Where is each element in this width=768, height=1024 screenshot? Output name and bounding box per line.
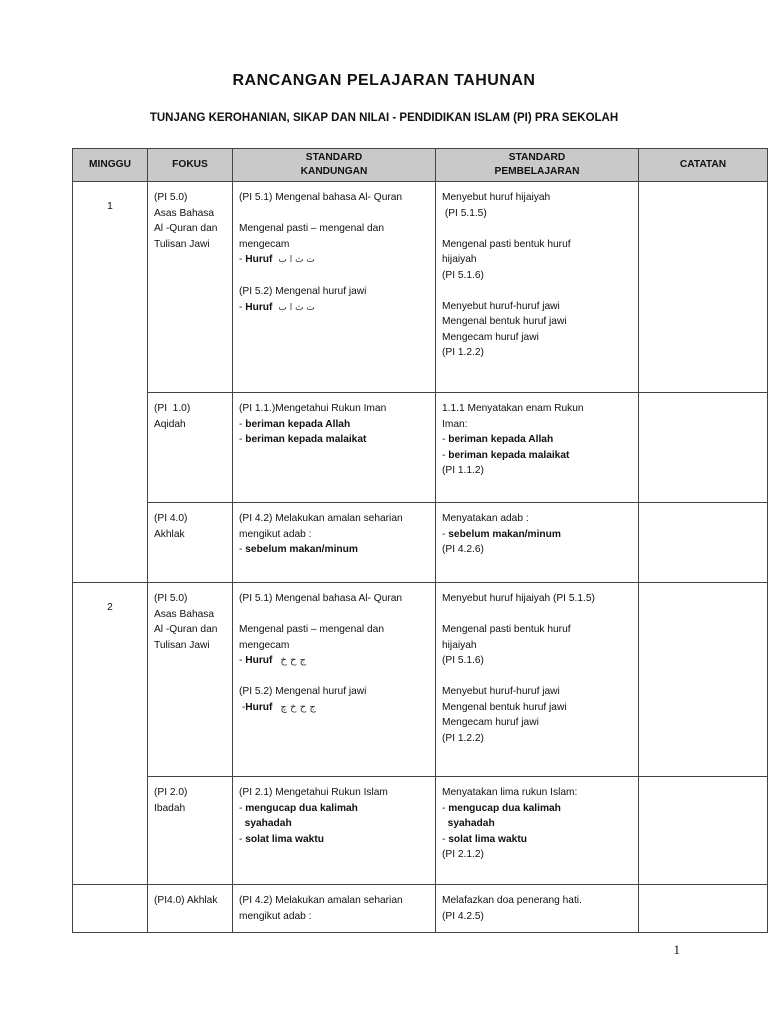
standard-pembelajaran-cell: Menyatakan lima rukun Islam: - mengucap dua kalimah syahadah - solat lima waktu (PI 2.1.2) bbox=[436, 777, 639, 885]
table-header-row bbox=[73, 149, 768, 182]
document-subtitle: TUNJANG KEROHANIAN, SIKAP DAN NILAI - PENDIDIKAN ISLAM (PI) PRA SEKOLAH bbox=[149, 112, 619, 124]
fokus-cell: (PI 5.0) Asas Bahasa Al -Quran dan Tulisan Jawi bbox=[148, 182, 233, 393]
standard-kandungan-cell: (PI 4.2) Melakukan amalan seharian mengikut adab : - sebelum makan/minum bbox=[233, 503, 436, 583]
catatan-cell bbox=[639, 182, 768, 393]
standard-kandungan-cell: (PI 5.1) Mengenal bahasa Al- Quran Mengenal pasti – mengenal dan mengecam - Huruf ج ح خ (PI 5.2) Mengenal huruf jawi -Huruf ج ح خ چ bbox=[233, 583, 436, 777]
week-cell: 2 bbox=[73, 583, 148, 885]
table-row bbox=[73, 503, 768, 583]
standard-kandungan-cell: (PI 4.2) Melakukan amalan seharian mengikut adab : bbox=[233, 885, 436, 933]
fokus-cell: (PI 5.0) Asas Bahasa Al -Quran dan Tulisan Jawi bbox=[148, 583, 233, 777]
catatan-cell bbox=[639, 503, 768, 583]
standard-pembelajaran-cell: Menyebut huruf hijaiyah (PI 5.1.5) Mengenal pasti bentuk huruf hijaiyah (PI 5.1.6) Menyebut huruf-huruf jawi Mengenal bentuk huruf jawi Mengecam huruf jawi (PI 1.2.2) bbox=[436, 182, 639, 393]
arabic-letters: ت ث ا ب bbox=[278, 302, 315, 313]
fokus-cell: (PI4.0) Akhlak bbox=[148, 885, 233, 933]
arabic-letters: ج ح خ چ bbox=[280, 701, 316, 713]
lesson-plan-table bbox=[72, 148, 768, 933]
fokus-cell: (PI 4.0) Akhlak bbox=[148, 503, 233, 583]
fokus-cell: (PI 2.0) Ibadah bbox=[148, 777, 233, 885]
catatan-cell bbox=[639, 393, 768, 503]
table-row bbox=[73, 393, 768, 503]
arabic-letters: ت ث ا ب bbox=[278, 255, 315, 265]
standard-kandungan-cell: (PI 1.1.)Mengetahui Rukun Iman - beriman kepada Allah - beriman kepada malaikat bbox=[233, 393, 436, 503]
header-catatan: CATATAN bbox=[639, 149, 768, 182]
catatan-cell bbox=[639, 885, 768, 933]
standard-pembelajaran-cell: Menyebut huruf hijaiyah (PI 5.1.5) Mengenal pasti bentuk huruf hijaiyah (PI 5.1.6) Menyebut huruf-huruf jawi Mengenal bentuk huruf jawi Mengecam huruf jawi (PI 1.2.2) bbox=[436, 583, 639, 777]
header-standard-pembelajaran: STANDARD PEMBELAJARAN bbox=[436, 149, 639, 182]
header-standard-kandungan: STANDARD KANDUNGAN bbox=[233, 149, 436, 182]
table-row bbox=[73, 182, 768, 393]
catatan-cell bbox=[639, 583, 768, 777]
standard-pembelajaran-cell: 1.1.1 Menyatakan enam Rukun Iman: - beriman kepada Allah - beriman kepada malaikat (PI 1.1.2) bbox=[436, 393, 639, 503]
standard-pembelajaran-cell: Menyatakan adab : - sebelum makan/minum (PI 4.2.6) bbox=[436, 503, 639, 583]
week-cell bbox=[73, 885, 148, 933]
header-minggu: MINGGU bbox=[73, 149, 148, 182]
standard-kandungan-cell: (PI 2.1) Mengetahui Rukun Islam - mengucap dua kalimah syahadah - solat lima waktu bbox=[233, 777, 436, 885]
catatan-cell bbox=[639, 777, 768, 885]
header-fokus: FOKUS bbox=[148, 149, 233, 182]
table-row bbox=[73, 583, 768, 777]
week-cell: 1 bbox=[73, 182, 148, 583]
standard-kandungan-cell: (PI 5.1) Mengenal bahasa Al- Quran Mengenal pasti – mengenal dan mengecam - Huruf ت ث ا ب (PI 5.2) Mengenal huruf jawi - Huruf ت ث ا ب bbox=[233, 182, 436, 393]
document-title: RANCANGAN PELAJARAN TAHUNAN bbox=[232, 72, 536, 89]
table-row bbox=[73, 885, 768, 933]
arabic-letters: ج ح خ bbox=[280, 655, 307, 666]
page-number: 1 bbox=[673, 942, 680, 957]
standard-pembelajaran-cell: Melafazkan doa penerang hati. (PI 4.2.5) bbox=[436, 885, 639, 933]
fokus-cell: (PI 1.0) Aqidah bbox=[148, 393, 233, 503]
table-row bbox=[73, 777, 768, 885]
